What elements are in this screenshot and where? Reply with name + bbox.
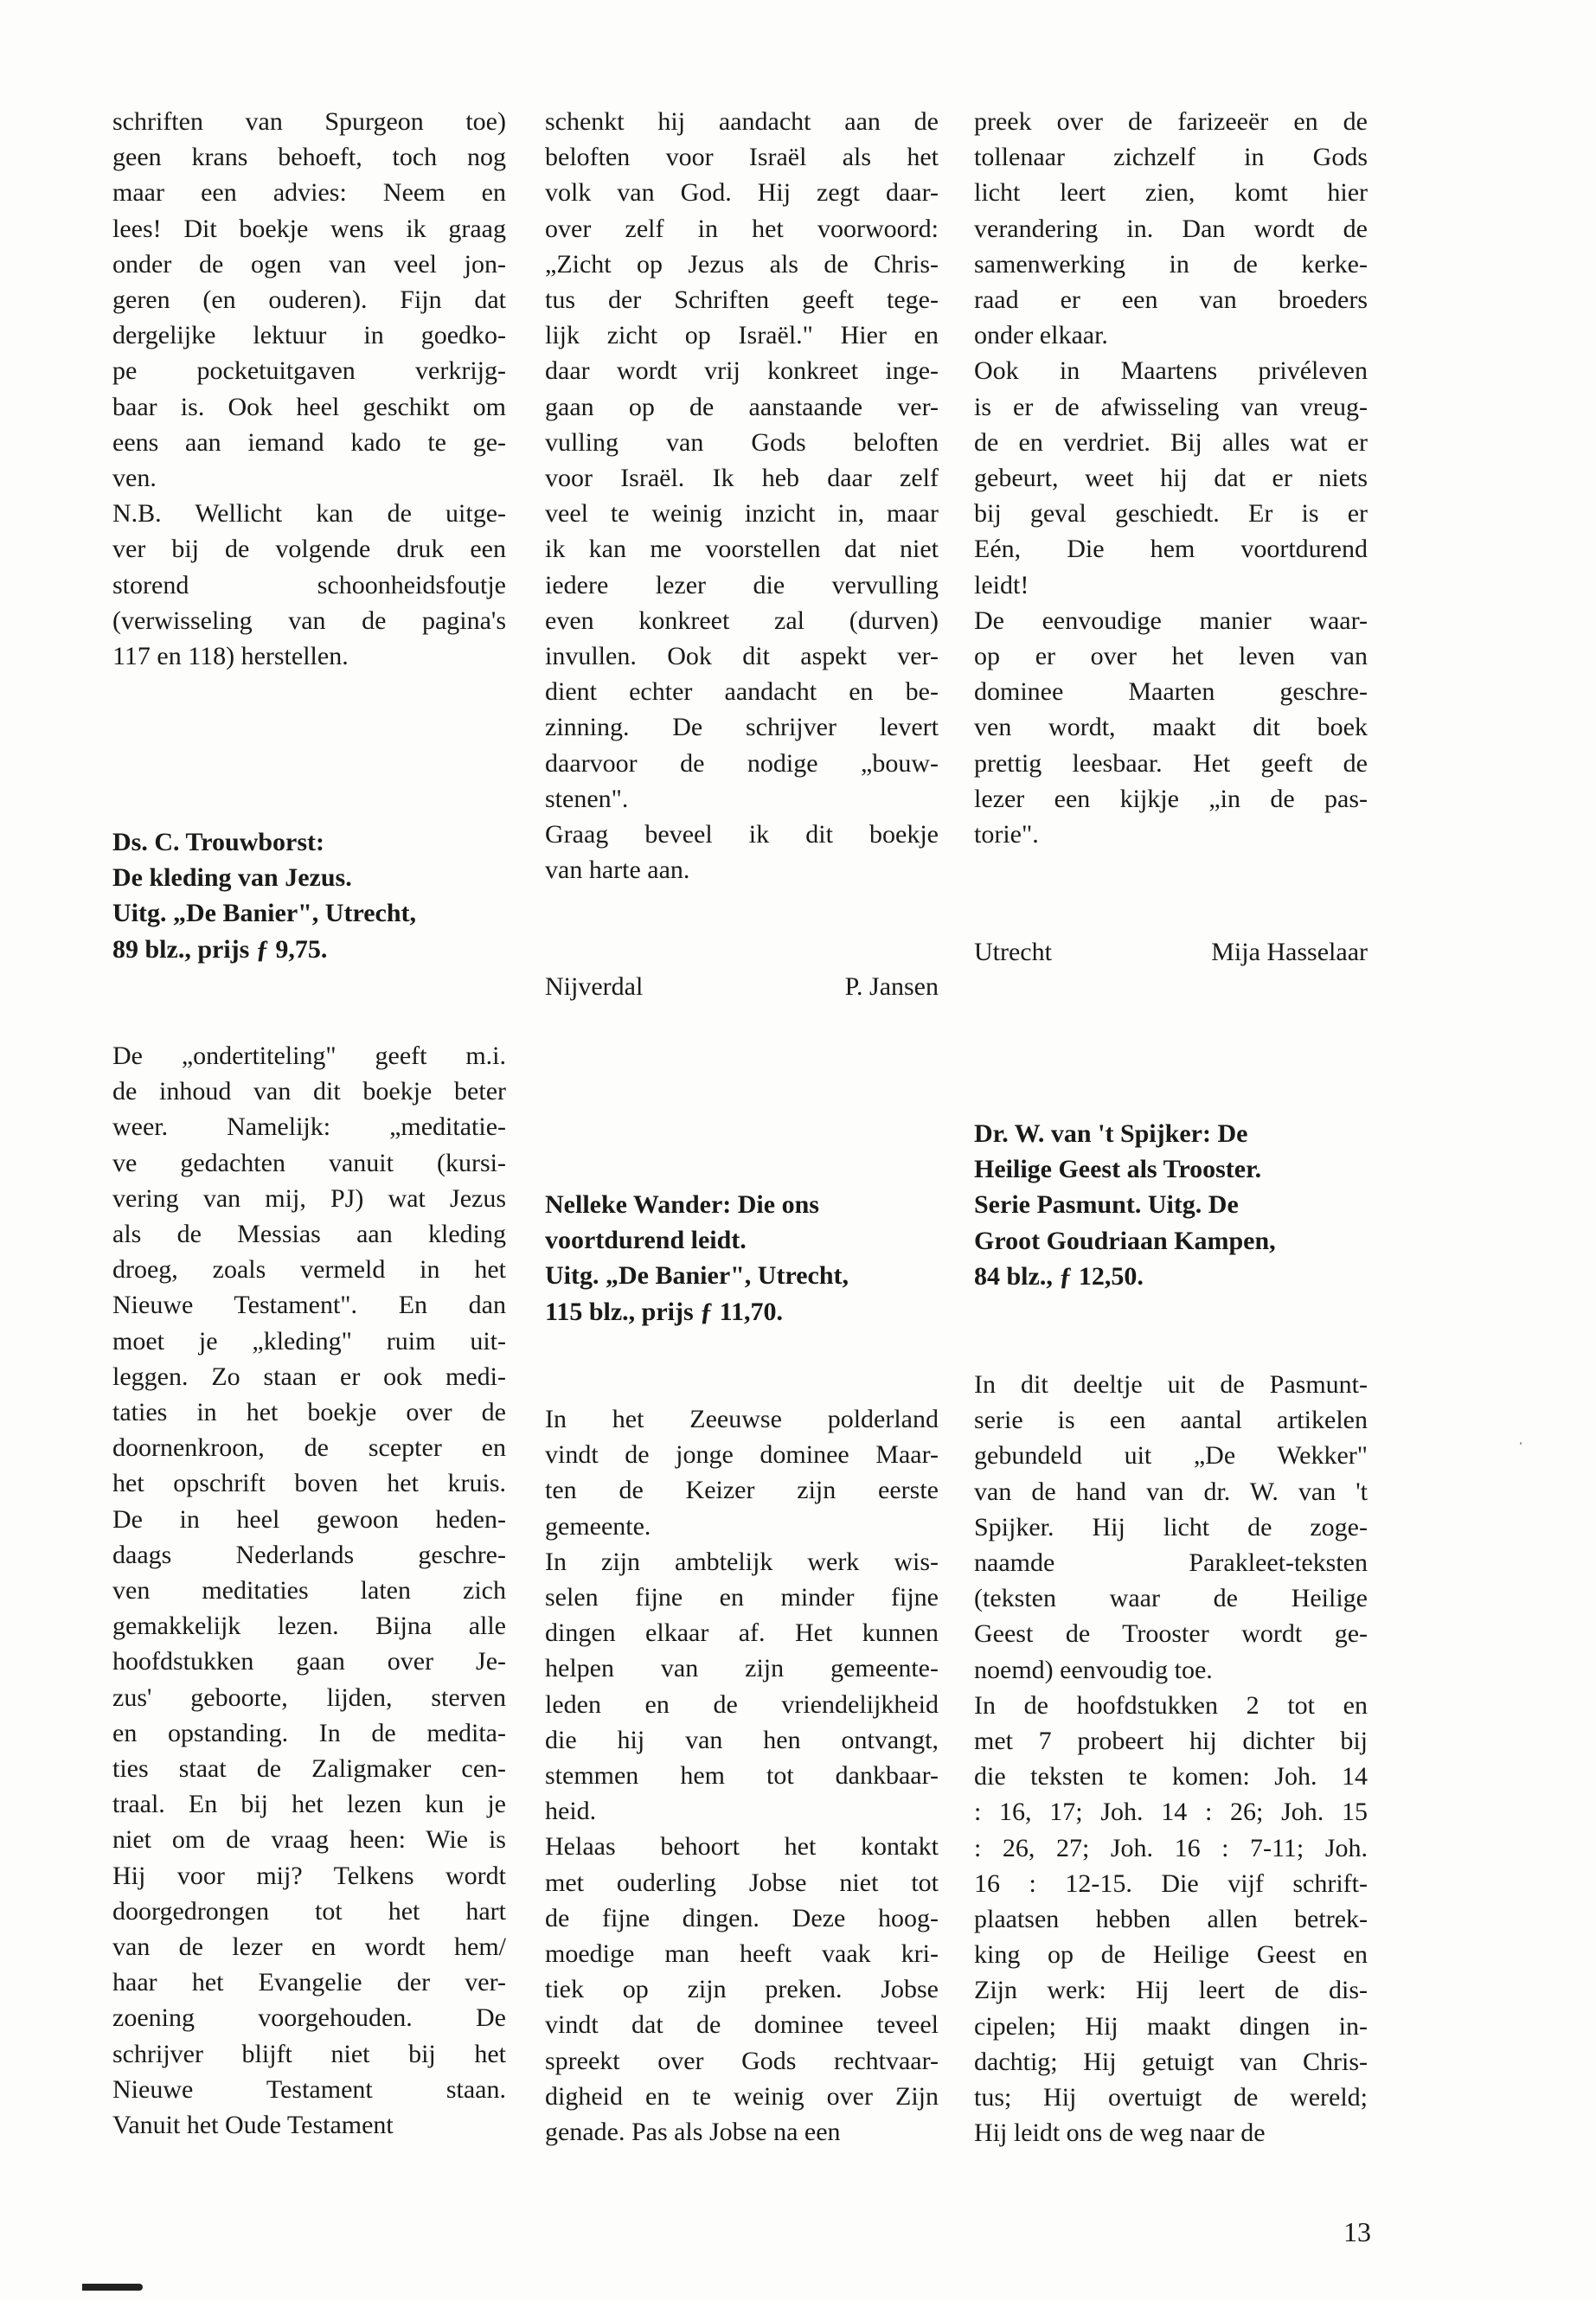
text-line: Geest de Trooster wordt ge- — [974, 1619, 1368, 1649]
text-line: 89 blz., prijs ƒ 9,75. — [112, 934, 328, 964]
text-line: bij geval geschiedt. Er is er — [974, 499, 1368, 529]
text-line: doorgedrongen tot het hart — [112, 1896, 506, 1926]
text-line: stenen". — [545, 784, 629, 813]
text-line: gebeurt, weet hij dat er niets — [974, 464, 1368, 493]
signature-place: Nijverdal — [545, 972, 644, 1001]
text-line: beloften voor Israël als het — [545, 143, 939, 172]
text-line: doornenkroon, de scepter en — [112, 1433, 506, 1463]
text-line: iedere lezer die vervulling — [545, 570, 939, 599]
text-line: dient echter aandacht en be- — [545, 677, 939, 707]
text-line: veel te weinig inzicht in, maar — [545, 499, 939, 529]
text-line: daarvoor de nodige „bouw- — [545, 748, 939, 778]
text-line: ve gedachten vanuit (kursi- — [112, 1148, 506, 1177]
text-line: vering van mij, PJ) wat Jezus — [112, 1183, 506, 1213]
text-line: tus der Schriften geeft tege- — [545, 285, 939, 315]
text-line: selen fijne en minder fijne — [545, 1583, 939, 1612]
text-line: In de hoofdstukken 2 tot en — [974, 1690, 1368, 1720]
col3-bottom-text — [974, 1367, 1368, 2150]
text-line: geren (en ouderen). Fijn dat — [112, 285, 506, 315]
text-line: voortdurend leidt. — [545, 1226, 747, 1255]
text-line: „Zicht op Jezus als de Chris- — [545, 249, 939, 279]
text-line: en opstanding. In de medita- — [112, 1718, 506, 1747]
text-line: ties staat de Zaligmaker cen- — [112, 1754, 506, 1784]
text-line: 117 en 118) herstellen. — [112, 642, 349, 671]
text-line: prettig leesbaar. Het geeft de — [974, 748, 1368, 778]
text-line: naamde Parakleet-teksten — [974, 1548, 1368, 1578]
text-line: taties in het boekje over de — [112, 1398, 506, 1427]
text-line: onder de ogen van veel jon- — [112, 249, 506, 279]
text-line: die hij van hen ontvangt, — [545, 1725, 939, 1754]
text-line: lijk zicht op Israël." Hier en — [545, 321, 939, 350]
text-line: pe pocketuitgaven verkrijg- — [112, 356, 506, 386]
text-line: ven wordt, maakt dit boek — [974, 713, 1368, 742]
text-line: In het Zeeuwse polderland — [545, 1405, 939, 1433]
text-line: torie". — [974, 820, 1039, 849]
text-line: zus' geboorte, lijden, sterven — [112, 1682, 506, 1712]
text-line: als de Messias aan kleding — [112, 1220, 506, 1249]
text-line: raad er een van broeders — [974, 285, 1368, 315]
text-line: met 7 probeert hij dichter bij — [974, 1727, 1368, 1756]
signature-name: Mija Hasselaar — [1211, 938, 1368, 966]
text-line: dachtig; Hij getuigt van Chris- — [974, 2047, 1368, 2076]
text-line: moet je „kleding" ruim uit- — [112, 1326, 506, 1356]
text-line: Uitg. „De Banier", Utrecht, — [545, 1261, 849, 1291]
text-line: droeg, zoals vermeld in het — [112, 1255, 506, 1285]
text-line: op er over het leven van — [974, 642, 1368, 671]
text-line: volk van God. Hij zegt daar- — [545, 178, 939, 208]
text-line: verandering in. Dan wordt de — [974, 214, 1368, 243]
text-line: daags Nederlands geschre- — [112, 1540, 506, 1569]
text-line: vulling van Gods beloften — [545, 427, 939, 457]
text-line: tus; Hij overtuigt de wereld; — [974, 2083, 1368, 2112]
text-line: die teksten te komen: Joh. 14 — [974, 1762, 1368, 1791]
text-line: digheid en te weinig over Zijn — [545, 2081, 939, 2111]
text-line: daar wordt vrij konkreet inge- — [545, 356, 939, 386]
text-line: de fijne dingen. Deze hoog- — [545, 1903, 939, 1932]
text-line: Zijn werk: Hij leert de dis- — [974, 1976, 1368, 2005]
text-line: van de hand van dr. W. van 't — [974, 1477, 1368, 1506]
text-line: stemmen hem tot dankbaar- — [545, 1761, 939, 1791]
text-line: de inhoud van dit boekje beter — [112, 1077, 506, 1106]
text-line: Vanuit het Oude Testament — [112, 2111, 394, 2140]
text-line: helpen van zijn gemeente- — [545, 1654, 939, 1683]
text-line: tiek op zijn preken. Jobse — [545, 1975, 939, 2004]
text-line: leidt! — [974, 570, 1029, 599]
text-line: schrijver blijft niet bij het — [112, 2039, 506, 2068]
text-line: Spijker. Hij licht de zoge- — [974, 1512, 1368, 1541]
col2-bottom-text — [545, 1401, 939, 2150]
text-line: Hij leidt ons de weg naar de — [974, 2118, 1266, 2148]
text-line: storend schoonheidsfoutje — [112, 570, 506, 599]
text-line: serie is een aantal artikelen — [974, 1406, 1368, 1435]
text-line: preek over de farizeeër en de — [974, 107, 1368, 136]
text-line: : 26, 27; Joh. 16 : 7-11; Joh. — [974, 1833, 1368, 1862]
text-line: zoening voorgehouden. De — [112, 2003, 506, 2033]
text-line: De eenvoudige manier waar- — [974, 606, 1368, 635]
text-line: maar een advies: Neem en — [112, 178, 506, 208]
text-line: Helaas behoort het kontakt — [545, 1832, 939, 1862]
text-line: traal. En bij het lezen kun je — [112, 1790, 506, 1819]
page-number: 13 — [1343, 2216, 1371, 2247]
text-line: Eén, Die hem voortdurend — [974, 535, 1368, 564]
text-line: Heilige Geest als Trooster. — [974, 1155, 1262, 1184]
text-line: Dr. W. van 't Spijker: De — [974, 1119, 1248, 1148]
text-line: zinning. De schrijver levert — [545, 713, 939, 742]
text-line: De kleding van Jezus. — [112, 863, 352, 893]
text-line: vindt de jonge dominee Maar- — [545, 1440, 939, 1470]
text-line: ven. — [112, 464, 157, 493]
signature-place: Utrecht — [974, 938, 1052, 966]
text-line: : 16, 17; Joh. 14 : 26; Joh. 15 — [974, 1798, 1368, 1827]
signature-jansen — [545, 969, 939, 1004]
text-line: Ds. C. Trouwborst: — [112, 828, 325, 856]
col2-top-text — [545, 104, 939, 888]
col1-top-text — [112, 104, 506, 674]
text-line: leden en de vriendelijkheid — [545, 1689, 939, 1719]
text-line: voor Israël. Ik heb daar zelf — [545, 464, 939, 493]
text-line: tollenaar zichzelf in Gods — [974, 143, 1368, 172]
text-line: over zelf in het voorwoord: — [545, 214, 939, 243]
text-line: 84 blz., ƒ 12,50. — [974, 1261, 1144, 1291]
text-line: cipelen; Hij maakt dingen in- — [974, 2011, 1368, 2041]
text-line: heid. — [545, 1797, 597, 1826]
text-line: Nieuwe Testament staan. — [112, 2074, 506, 2104]
text-line: gemakkelijk lezen. Bijna alle — [112, 1612, 506, 1641]
text-line: ver bij de volgende druk een — [112, 535, 506, 564]
text-line: is er de afwisseling van vreug- — [974, 392, 1368, 421]
text-line: lezer een kijkje „in de pas- — [974, 784, 1368, 813]
text-line: samenwerking in de kerke- — [974, 249, 1368, 279]
review-heading-trouwborst — [112, 824, 506, 967]
text-line: even konkreet zal (durven) — [545, 606, 939, 635]
text-line: Serie Pasmunt. Uitg. De — [974, 1190, 1239, 1220]
text-line: noemd) eenvoudig toe. — [974, 1655, 1213, 1684]
col1-bottom-text — [112, 1038, 506, 2143]
text-line: 16 : 12-15. Die vijf schrift- — [974, 1868, 1368, 1898]
text-line: niet om de vraag heen: Wie is — [112, 1825, 506, 1855]
text-line: weer. Namelijk: „meditatie- — [112, 1112, 506, 1142]
text-line: De in heel gewoon heden- — [112, 1504, 506, 1534]
review-heading-wander — [545, 1187, 939, 1330]
text-line: genade. Pas als Jobse na een — [545, 2118, 841, 2147]
text-line: lees! Dit boekje wens ik graag — [112, 214, 506, 243]
text-line: Nelleke Wander: Die ons — [545, 1190, 819, 1219]
text-line: eens aan iemand kado te ge- — [112, 427, 506, 457]
text-line: plaatsen hebben allen betrek- — [974, 1905, 1368, 1934]
text-line: In zijn ambtelijk werk wis- — [545, 1547, 939, 1576]
signature-name: P. Jansen — [844, 972, 939, 1001]
text-line: Graag beveel ik dit boekje — [545, 820, 939, 849]
text-line: De „ondertiteling" geeft m.i. — [112, 1042, 506, 1070]
col3-top-text — [974, 104, 1368, 852]
text-line: schenkt hij aandacht aan de — [545, 107, 939, 136]
text-line: spreekt over Gods rechtvaar- — [545, 2046, 939, 2075]
text-line: gebundeld uit „De Wekker" — [974, 1441, 1368, 1471]
text-line: met ouderling Jobse niet tot — [545, 1868, 939, 1897]
review-heading-spijker — [974, 1116, 1368, 1294]
text-line: invullen. Ook dit aspekt ver- — [545, 642, 939, 671]
text-line: onder elkaar. — [974, 321, 1108, 350]
text-line: ten de Keizer zijn eerste — [545, 1476, 939, 1505]
text-line: ven meditaties laten zich — [112, 1576, 506, 1606]
text-line: haar het Evangelie der ver- — [112, 1968, 506, 1997]
text-line: dingen elkaar af. Het kunnen — [545, 1618, 939, 1648]
text-line: In dit deeltje uit de Pasmunt- — [974, 1370, 1368, 1399]
text-line: dergelijke lektuur in goedko- — [112, 321, 506, 350]
text-line: het opschrift boven het kruis. — [112, 1469, 506, 1498]
text-line: ik kan me voorstellen dat niet — [545, 535, 939, 564]
text-line: licht leert zien, komt hier — [974, 178, 1368, 208]
text-line: geen krans behoeft, toch nog — [112, 143, 506, 172]
text-line: Uitg. „De Banier", Utrecht, — [112, 899, 417, 928]
text-line: Groot Goudriaan Kampen, — [974, 1226, 1276, 1255]
text-line: gaan op de aanstaande ver- — [545, 392, 939, 421]
text-line: van de lezer en wordt hem/ — [112, 1932, 506, 1962]
stray-scan-mark: ˌ — [1518, 1427, 1523, 1445]
text-line: Hij voor mij? Telkens wordt — [112, 1861, 506, 1890]
text-line: baar is. Ook heel geschikt om — [112, 392, 506, 421]
text-line: moedige man heeft vaak kri- — [545, 1939, 939, 1969]
text-line: dominee Maarten geschre- — [974, 677, 1368, 707]
text-line: 115 blz., prijs ƒ 11,70. — [545, 1297, 784, 1326]
text-line: (verwisseling van de pagina's — [112, 606, 506, 635]
text-line: N.B. Wellicht kan de uitge- — [112, 499, 506, 529]
text-line: Nieuwe Testament". En dan — [112, 1291, 506, 1320]
text-line: hoofdstukken gaan over Je- — [112, 1647, 506, 1676]
text-line: schriften van Spurgeon toe) — [112, 107, 506, 136]
text-line: leggen. Zo staan er ook medi- — [112, 1362, 506, 1391]
text-line: king op de Heilige Geest en — [974, 1940, 1368, 1970]
text-line: gemeente. — [545, 1511, 651, 1541]
signature-hasselaar — [974, 934, 1368, 970]
text-line: Ook in Maartens privéleven — [974, 356, 1368, 386]
text-line: vindt dat de dominee teveel — [545, 2010, 939, 2040]
scan-artifact-bar — [82, 2284, 143, 2291]
text-line: de en verdriet. Bij alles wat er — [974, 427, 1368, 457]
text-line: van harte aan. — [545, 856, 690, 885]
text-line: (teksten waar de Heilige — [974, 1584, 1368, 1613]
